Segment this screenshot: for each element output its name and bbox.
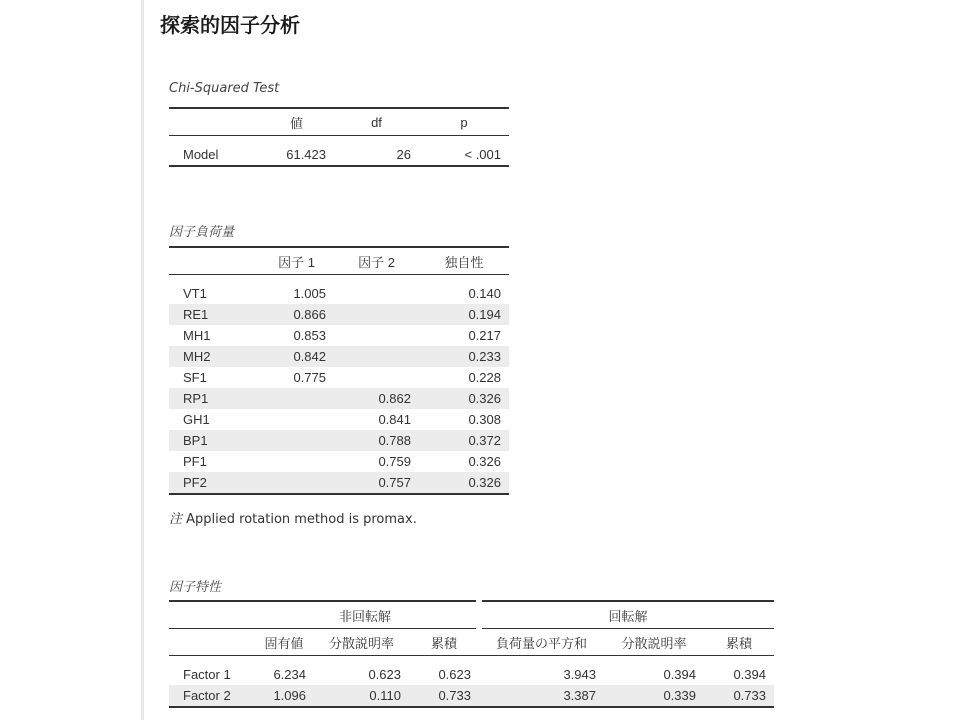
table-row [169,325,509,346]
table-row [169,367,509,388]
table-row [169,346,509,367]
row-label: Factor 1 [183,667,231,682]
table-header-row [169,247,509,275]
row-label: MH2 [169,346,259,367]
column-header: 因子 1 [259,247,334,275]
results-left-rail [141,0,144,720]
cell-factor1: 0.775 [293,370,326,385]
table-row [169,472,509,494]
cell-eigenvalue: 6.234 [273,667,306,682]
cell-factor2 [334,367,419,388]
table-header-row [169,629,774,656]
table-row [169,304,509,325]
table-row [169,409,509,430]
cell-variance: 0.623 [368,667,401,682]
cell-rotated-cumulative: 0.394 [733,667,766,682]
column-header [169,629,254,656]
group-header-rotated: 回転解 [479,601,774,629]
row-label: RP1 [169,388,259,409]
loadings-caption: 因子負荷量 [169,225,235,240]
row-label: Model [169,144,259,166]
cell-factor2: 0.788 [334,430,419,451]
table-row [169,144,509,166]
row-label: RE1 [169,304,259,325]
table-row [169,451,509,472]
table-row [169,685,774,707]
column-header: 因子 2 [334,247,419,275]
factor-stats-table [169,600,774,708]
cell-uniqueness: 0.326 [419,388,509,409]
cell-uniqueness: 0.140 [468,286,501,301]
cell-factor1 [259,409,334,430]
cell-factor2 [334,346,419,367]
chi-test-table [169,107,509,167]
chi-test-caption: Chi-Squared Test [169,81,280,96]
cell-p: < .001 [419,144,509,166]
cell-factor1: 0.853 [293,328,326,343]
column-header: 分散説明率 [604,629,704,656]
column-header: 分散説明率 [314,629,409,656]
column-header [169,247,259,275]
cell-factor1 [259,430,334,451]
row-label: MH1 [183,328,211,343]
note-prefix: 注 [169,512,183,527]
table-row [169,430,509,451]
cell-uniqueness: 0.308 [468,412,501,427]
cell-factor1 [259,388,334,409]
cell-factor1 [259,451,334,472]
row-label: BP1 [169,430,259,451]
row-label: Factor 2 [169,685,254,707]
table-row [169,664,774,685]
cell-uniqueness: 0.233 [419,346,509,367]
column-header: 累積 [704,629,774,656]
row-label: SF1 [183,370,207,385]
cell-factor2: 0.862 [334,388,419,409]
column-header: 値 [259,108,334,136]
cell-factor2: 0.759 [378,454,411,469]
table-row [169,388,509,409]
cell-factor1: 1.005 [293,286,326,301]
cell-variance: 0.110 [314,685,409,707]
column-header: 固有値 [254,629,314,656]
cell-factor1: 0.866 [259,304,334,325]
cell-factor2: 0.757 [334,472,419,494]
row-label: PF1 [183,454,207,469]
cell-ss-loadings: 3.943 [563,667,596,682]
column-header [169,601,254,629]
column-header: 独自性 [419,247,509,275]
cell-cumulative: 0.733 [409,685,479,707]
cell-uniqueness: 0.217 [468,328,501,343]
table-note [169,508,417,527]
column-header: df [334,108,419,136]
cell-rotated-variance: 0.394 [663,667,696,682]
page-title: 探索的因子分析 [160,13,300,37]
row-label: VT1 [183,286,207,301]
column-header: 負荷量の平方和 [479,629,604,656]
cell-rotated-cumulative: 0.733 [704,685,774,707]
cell-ss-loadings: 3.387 [479,685,604,707]
note-text: Applied rotation method is promax. [186,512,417,527]
group-header-unrotated: 非回転解 [254,601,479,629]
row-label: GH1 [183,412,210,427]
table-row [169,283,509,304]
column-header [169,108,259,136]
cell-rotated-variance: 0.339 [604,685,704,707]
cell-uniqueness: 0.326 [419,472,509,494]
cell-eigenvalue: 1.096 [254,685,314,707]
cell-factor2 [334,325,419,346]
table-group-header-row [169,601,774,629]
cell-factor2 [334,304,419,325]
cell-uniqueness: 0.372 [419,430,509,451]
row-label: PF2 [169,472,259,494]
cell-factor2 [334,283,419,304]
cell-uniqueness: 0.228 [468,370,501,385]
loadings-table [169,246,509,495]
cell-factor1 [259,472,334,494]
column-header: p [419,108,509,136]
cell-value: 61.423 [259,144,334,166]
cell-uniqueness: 0.194 [419,304,509,325]
cell-df: 26 [334,144,419,166]
column-header: 累積 [409,629,479,656]
table-header-row [169,108,509,136]
factor-stats-caption: 因子特性 [169,580,222,595]
cell-uniqueness: 0.326 [468,454,501,469]
cell-cumulative: 0.623 [438,667,471,682]
cell-factor1: 0.842 [259,346,334,367]
cell-factor2: 0.841 [378,412,411,427]
